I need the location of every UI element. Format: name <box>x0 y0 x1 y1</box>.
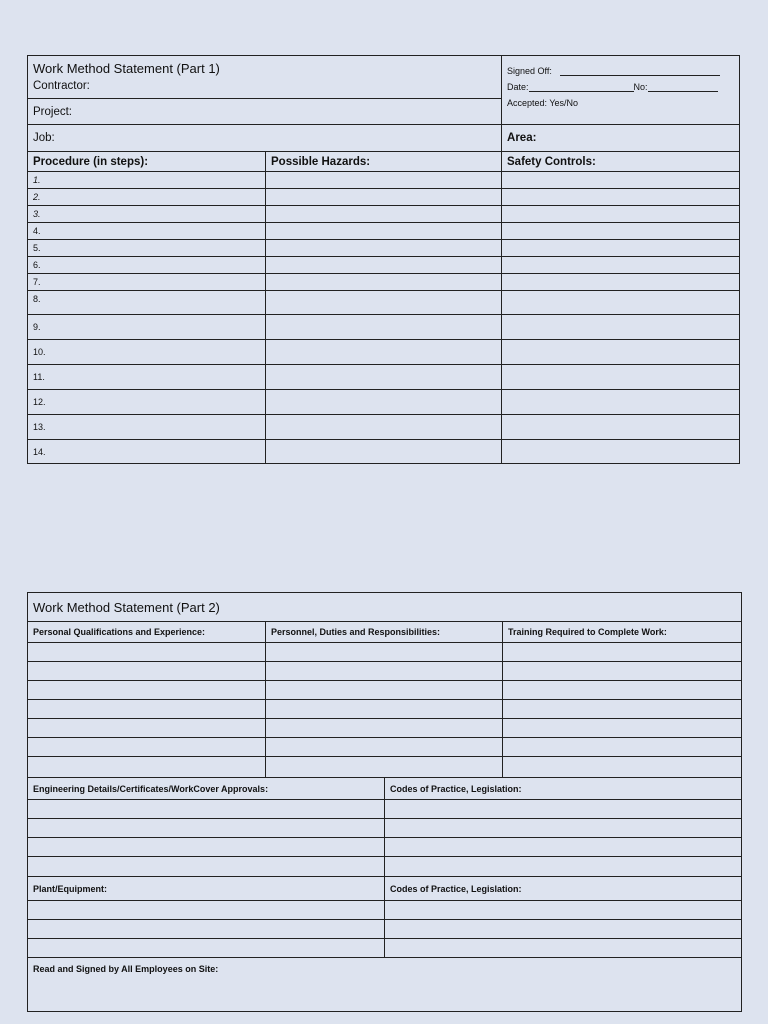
control-cell[interactable] <box>502 340 740 365</box>
hazard-cell[interactable] <box>266 415 502 440</box>
qualification-cell[interactable] <box>28 757 266 778</box>
hazard-cell[interactable] <box>266 340 502 365</box>
hazard-cell[interactable] <box>266 189 502 206</box>
plant-cell[interactable] <box>28 920 385 939</box>
control-cell[interactable] <box>502 172 740 189</box>
training-cell[interactable] <box>503 662 742 681</box>
no-field[interactable] <box>648 82 718 92</box>
training-cell[interactable] <box>503 757 742 778</box>
qualification-cell[interactable] <box>28 643 266 662</box>
hazard-cell[interactable] <box>266 206 502 223</box>
job-label[interactable]: Job: <box>28 125 502 152</box>
no-label: No: <box>633 82 648 92</box>
engineering-cell[interactable] <box>28 857 385 877</box>
codes-header-2: Codes of Practice, Legislation: <box>385 877 742 901</box>
hazard-cell[interactable] <box>266 365 502 390</box>
accepted-label[interactable]: Accepted: Yes/No <box>507 98 579 108</box>
procedure-step[interactable]: 2. <box>28 189 266 206</box>
personnel-cell[interactable] <box>266 643 503 662</box>
procedure-header: Procedure (in steps): <box>28 152 266 172</box>
qualification-cell[interactable] <box>28 738 266 757</box>
area-label[interactable]: Area: <box>502 125 740 152</box>
hazard-cell[interactable] <box>266 274 502 291</box>
hazard-cell[interactable] <box>266 223 502 240</box>
codes-cell[interactable] <box>385 939 742 958</box>
personnel-cell[interactable] <box>266 757 503 778</box>
plant-cell[interactable] <box>28 939 385 958</box>
training-cell[interactable] <box>503 700 742 719</box>
procedure-step[interactable]: 10. <box>28 340 266 365</box>
qualification-cell[interactable] <box>28 719 266 738</box>
procedure-step[interactable]: 5. <box>28 240 266 257</box>
procedure-step[interactable]: 8. <box>28 291 266 315</box>
qualifications-header: Personal Qualifications and Experience: <box>28 622 266 643</box>
hazard-cell[interactable] <box>266 240 502 257</box>
procedure-step[interactable]: 6. <box>28 257 266 274</box>
control-cell[interactable] <box>502 274 740 291</box>
control-cell[interactable] <box>502 365 740 390</box>
control-cell[interactable] <box>502 189 740 206</box>
project-label[interactable]: Project: <box>28 99 502 125</box>
training-header: Training Required to Complete Work: <box>503 622 742 643</box>
procedure-step[interactable]: 11. <box>28 365 266 390</box>
hazard-cell[interactable] <box>266 440 502 464</box>
qualification-cell[interactable] <box>28 681 266 700</box>
hazard-cell[interactable] <box>266 291 502 315</box>
control-cell[interactable] <box>502 415 740 440</box>
personnel-cell[interactable] <box>266 719 503 738</box>
training-cell[interactable] <box>503 643 742 662</box>
control-cell[interactable] <box>502 206 740 223</box>
part1-form <box>27 55 740 464</box>
plant-equipment-header: Plant/Equipment: <box>28 877 385 901</box>
control-cell[interactable] <box>502 240 740 257</box>
date-field[interactable] <box>529 82 634 92</box>
procedure-step[interactable]: 3. <box>28 206 266 223</box>
part2-details-form <box>27 777 742 1012</box>
part1-title: Work Method Statement (Part 1) <box>33 61 220 76</box>
employee-signatures-label: Read and Signed by All Employees on Site: <box>33 964 219 974</box>
procedure-step[interactable]: 9. <box>28 315 266 340</box>
contractor-label[interactable]: Contractor: <box>33 80 90 92</box>
personnel-cell[interactable] <box>266 700 503 719</box>
control-cell[interactable] <box>502 257 740 274</box>
engineering-cell[interactable] <box>28 838 385 857</box>
hazard-cell[interactable] <box>266 390 502 415</box>
part2-title: Work Method Statement (Part 2) <box>28 593 742 622</box>
control-cell[interactable] <box>502 390 740 415</box>
procedure-step[interactable]: 4. <box>28 223 266 240</box>
hazard-cell[interactable] <box>266 315 502 340</box>
training-cell[interactable] <box>503 681 742 700</box>
hazards-header: Possible Hazards: <box>266 152 502 172</box>
procedure-step[interactable]: 14. <box>28 440 266 464</box>
procedure-step[interactable]: 13. <box>28 415 266 440</box>
control-cell[interactable] <box>502 440 740 464</box>
signed-off-label: Signed Off: <box>507 66 552 76</box>
engineering-cell[interactable] <box>28 800 385 819</box>
qualification-cell[interactable] <box>28 662 266 681</box>
control-cell[interactable] <box>502 223 740 240</box>
date-label: Date: <box>507 82 529 92</box>
codes-header-1: Codes of Practice, Legislation: <box>385 778 742 800</box>
employee-signatures-cell[interactable] <box>28 958 742 1012</box>
plant-cell[interactable] <box>28 901 385 920</box>
training-cell[interactable] <box>503 719 742 738</box>
codes-cell[interactable] <box>385 838 742 857</box>
procedure-step[interactable]: 1. <box>28 172 266 189</box>
personnel-cell[interactable] <box>266 738 503 757</box>
hazard-cell[interactable] <box>266 257 502 274</box>
codes-cell[interactable] <box>385 819 742 838</box>
personnel-cell[interactable] <box>266 662 503 681</box>
part2-form <box>27 592 742 778</box>
controls-header: Safety Controls: <box>502 152 740 172</box>
training-cell[interactable] <box>503 738 742 757</box>
codes-cell[interactable] <box>385 857 742 877</box>
qualification-cell[interactable] <box>28 700 266 719</box>
engineering-header: Engineering Details/Certificates/WorkCover Approvals: <box>28 778 385 800</box>
codes-cell[interactable] <box>385 920 742 939</box>
codes-cell[interactable] <box>385 901 742 920</box>
sign-off-cell <box>502 56 740 125</box>
procedure-step[interactable]: 7. <box>28 274 266 291</box>
engineering-cell[interactable] <box>28 819 385 838</box>
control-cell[interactable] <box>502 291 740 315</box>
procedure-step[interactable]: 12. <box>28 390 266 415</box>
hazard-cell[interactable] <box>266 172 502 189</box>
codes-cell[interactable] <box>385 800 742 819</box>
control-cell[interactable] <box>502 315 740 340</box>
signed-off-field[interactable] <box>560 66 720 76</box>
title-contractor-cell <box>28 56 502 99</box>
personnel-header: Personnel, Duties and Responsibilities: <box>266 622 503 643</box>
personnel-cell[interactable] <box>266 681 503 700</box>
